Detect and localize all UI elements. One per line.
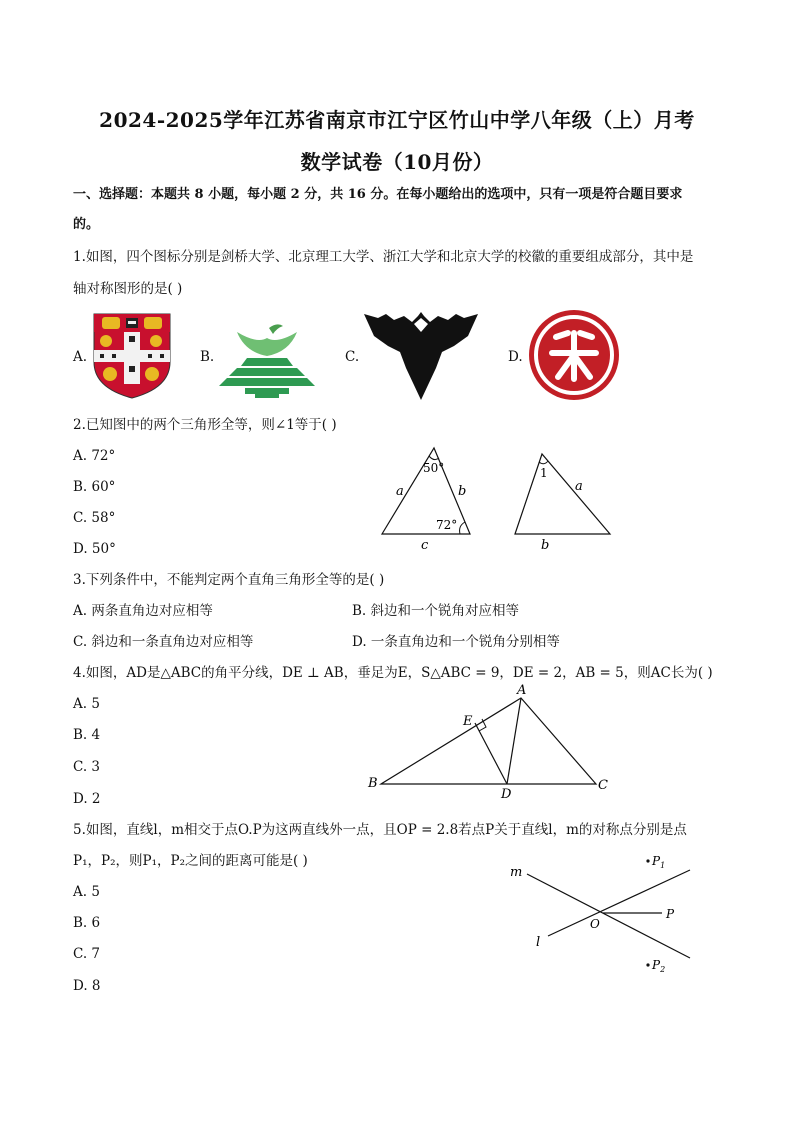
q2-option-b: B. 60° <box>73 479 116 495</box>
q4-figure <box>360 680 620 800</box>
page-title-line2: 数学试卷（10月份） <box>300 150 494 174</box>
q2-angle-right-label: 72° <box>436 518 458 532</box>
cambridge-crest-image <box>90 310 174 400</box>
q4-label-e: E <box>463 714 473 729</box>
bit-emblem-image <box>217 318 317 398</box>
q5-point-p2 <box>646 963 649 966</box>
q4-triangle-abc <box>381 698 596 784</box>
q4-label-a: A <box>517 683 527 698</box>
q5-line-l <box>548 870 690 936</box>
q1-option-b-label: B. <box>200 349 215 365</box>
q2-left-side-c: c <box>421 538 429 553</box>
q5-label-p: P <box>666 907 675 921</box>
zju-eagle-image <box>364 312 478 400</box>
pku-emblem-image <box>528 309 620 401</box>
q5-label-p2: $P_2$ <box>652 958 666 974</box>
q5-point-p1 <box>646 859 649 862</box>
q1-option-d-label: D. <box>508 349 523 365</box>
q5-option-a: A. 5 <box>73 884 100 900</box>
q2-figure <box>370 440 630 555</box>
q4-label-c: C <box>598 778 608 793</box>
q2-option-c: C. 58° <box>73 510 116 526</box>
q2-angle-top-label: 50° <box>423 461 445 475</box>
q5-label-p1: $P_1$ <box>652 854 666 870</box>
q5-option-c: C. 7 <box>73 946 101 962</box>
q1-option-a-label: A. <box>73 349 88 365</box>
section-header-line2: 的。 <box>73 217 100 232</box>
q4-segment-ad <box>507 698 521 784</box>
q1-option-c-label: C. <box>345 349 360 365</box>
q3-stem: 3.下列条件中，不能判定两个直角三角形全等的是( ) <box>73 572 385 588</box>
q2-option-d: D. 50° <box>73 541 116 557</box>
q5-stem-line2: P₁，P₂，则P₁，P₂之间的距离可能是( ) <box>73 853 308 869</box>
q5-option-d: D. 8 <box>73 978 101 994</box>
q3-option-c: C. 斜边和一条直角边对应相等 <box>73 634 254 650</box>
q2-angle-1-label: 1 <box>540 466 548 480</box>
q5-label-m: m <box>510 865 523 880</box>
page-title-line1: 2024-2025学年江苏省南京市江宁区竹山中学八年级（上）月考 <box>99 108 695 132</box>
q3-option-d: D. 一条直角边和一个锐角分别相等 <box>352 634 560 650</box>
q4-segment-de <box>475 723 507 784</box>
q3-option-b: B. 斜边和一个锐角对应相等 <box>352 603 520 619</box>
q2-left-side-b: b <box>458 484 467 499</box>
section-header-line1: 一、选择题：本题共 8 小题，每小题 2 分，共 16 分。在每小题给出的选项中，只有一项是符合题目要求 <box>73 187 683 202</box>
q4-option-b: B. 4 <box>73 727 101 743</box>
q5-option-b: B. 6 <box>73 915 101 931</box>
q5-stem-line1: 5.如图，直线l，m相交于点O.P为这两直线外一点，且OP = 2.8若点P关于直线l，m的对称点分别是点 <box>73 822 687 838</box>
q2-stem: 2.已知图中的两个三角形全等，则∠1等于( ) <box>73 417 337 433</box>
q2-left-side-a: a <box>396 484 404 499</box>
q4-label-b: B <box>368 776 378 791</box>
q5-figure <box>500 848 710 978</box>
q3-option-a: A. 两条直角边对应相等 <box>73 603 213 619</box>
q4-label-d: D <box>501 787 512 800</box>
q2-option-a: A. 72° <box>73 448 116 464</box>
q5-label-l: l <box>536 935 541 950</box>
q2-right-side-b: b <box>541 538 550 553</box>
q1-stem-line1: 1.如图，四个图标分别是剑桥大学、北京理工大学、浙江大学和北京大学的校徽的重要组成部分，其中是 <box>73 249 694 265</box>
q4-stem: 4.如图，AD是△ABC的角平分线，DE ⊥ AB，垂足为E，S△ABC = 9，DE = 2，AB = 5，则AC长为( ) <box>73 665 713 681</box>
q4-option-d: D. 2 <box>73 791 101 807</box>
q2-right-triangle <box>515 454 610 534</box>
q4-option-c: C. 3 <box>73 759 101 775</box>
q1-stem-line2: 轴对称图形的是( ) <box>73 281 183 297</box>
q5-label-o: O <box>590 917 600 931</box>
q2-right-side-a: a <box>575 479 583 494</box>
q4-option-a: A. 5 <box>73 696 100 712</box>
